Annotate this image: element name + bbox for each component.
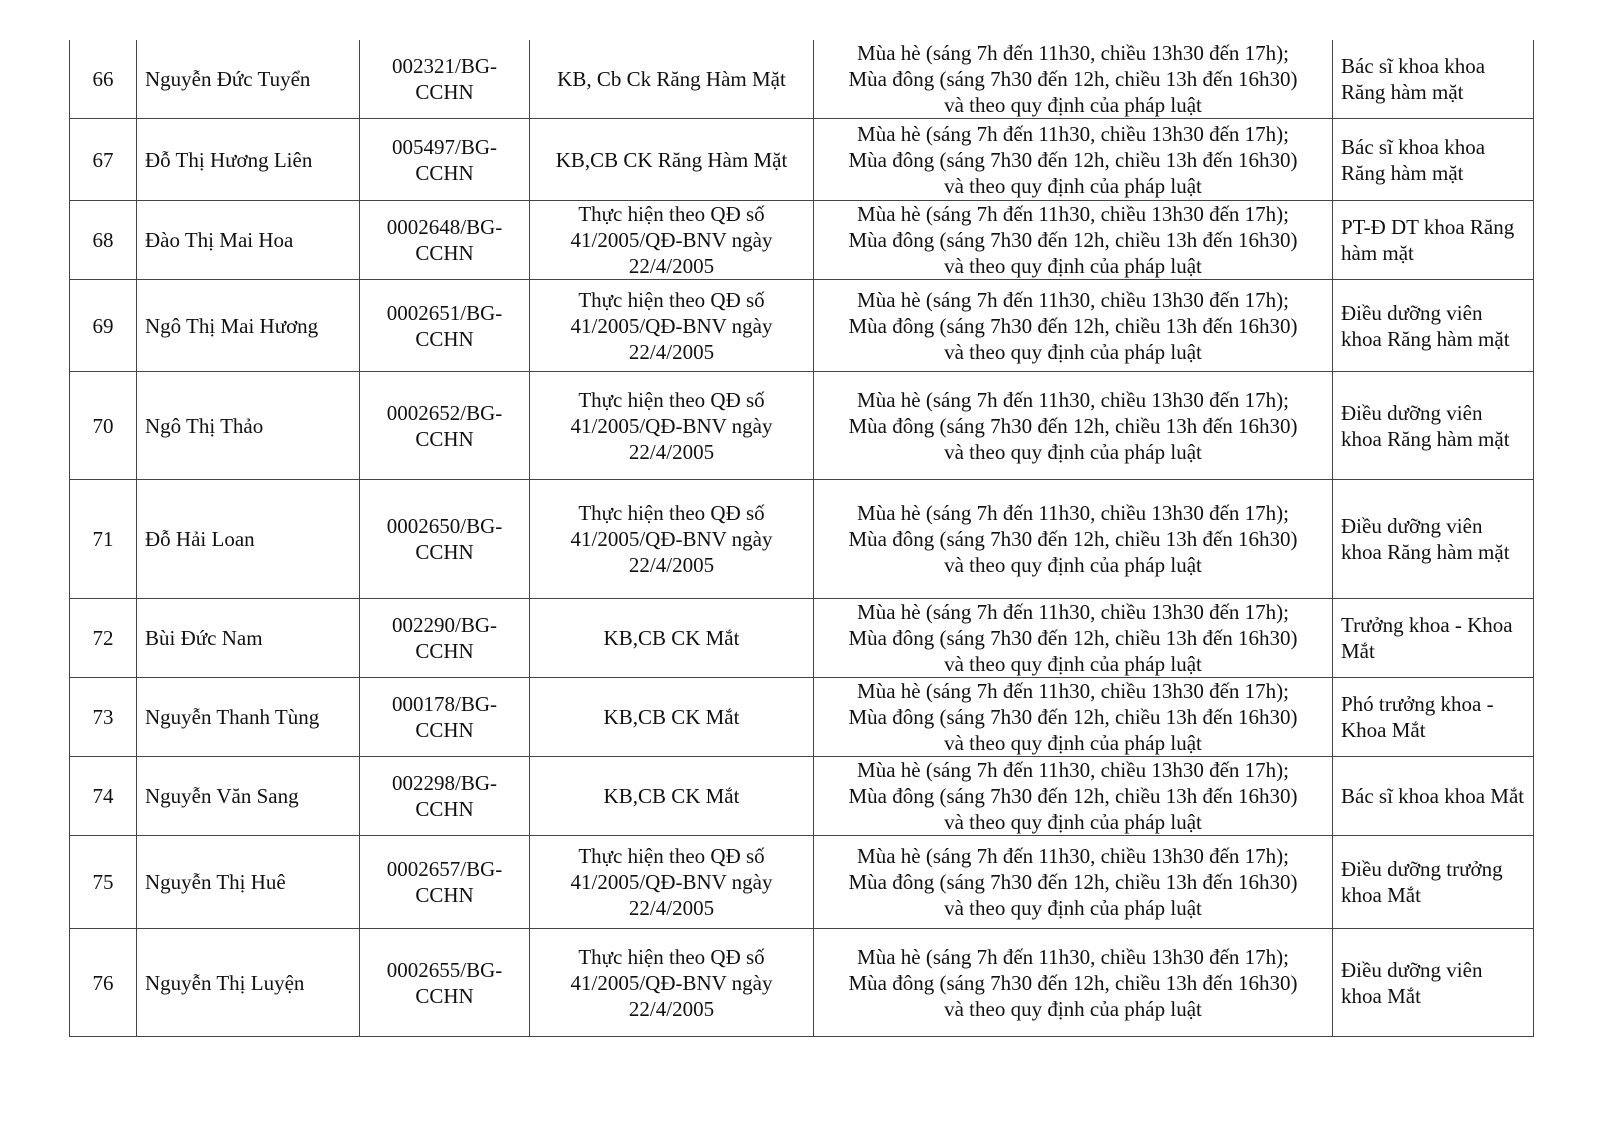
row-number: 76 xyxy=(70,929,137,1037)
practice-scope: Thực hiện theo QĐ số 41/2005/QĐ-BNV ngày 22/4/2005 xyxy=(530,480,814,599)
certificate-number: 002290/BG-CCHN xyxy=(360,599,530,678)
working-hours xyxy=(814,757,1333,836)
hours-summer: Mùa hè (sáng 7h đến 11h30, chiều 13h30 đến 17h); xyxy=(857,944,1289,969)
row-number: 67 xyxy=(70,119,137,201)
position: Điều dưỡng viên khoa Răng hàm mặt xyxy=(1333,372,1534,480)
hours-summer: Mùa hè (sáng 7h đến 11h30, chiều 13h30 đến 17h); xyxy=(857,202,1289,226)
row-number: 66 xyxy=(70,40,137,119)
working-hours xyxy=(814,201,1333,280)
working-hours xyxy=(814,480,1333,599)
certificate-number: 0002652/BG-CCHN xyxy=(360,372,530,480)
hours-winter: Mùa đông (sáng 7h30 đến 12h, chiều 13h đến 16h30) xyxy=(848,228,1298,252)
table-row xyxy=(70,372,1534,480)
table-row xyxy=(70,836,1534,929)
staff-name: Đỗ Hải Loan xyxy=(137,480,360,599)
hours-summer: Mùa hè (sáng 7h đến 11h30, chiều 13h30 đến 17h); xyxy=(857,41,1289,65)
certificate-number: 0002651/BG-CCHN xyxy=(360,280,530,372)
practice-scope: Thực hiện theo QĐ số 41/2005/QĐ-BNV ngày 22/4/2005 xyxy=(530,929,814,1037)
staff-name: Bùi Đức Nam xyxy=(137,599,360,678)
practice-scope: KB,CB CK Mắt xyxy=(530,599,814,678)
staff-name: Đỗ Thị Hương Liên xyxy=(137,119,360,201)
table-row xyxy=(70,119,1534,201)
hours-summer: Mùa hè (sáng 7h đến 11h30, chiều 13h30 đến 17h); xyxy=(857,387,1289,412)
working-hours xyxy=(814,372,1333,480)
hours-winter: Mùa đông (sáng 7h30 đến 12h, chiều 13h đến 16h30) xyxy=(848,313,1298,338)
staff-name: Ngô Thị Thảo xyxy=(137,372,360,480)
hours-winter: Mùa đông (sáng 7h30 đến 12h, chiều 13h đến 16h30) xyxy=(848,67,1298,91)
table-row xyxy=(70,929,1534,1037)
hours-summer: Mùa hè (sáng 7h đến 11h30, chiều 13h30 đến 17h); xyxy=(857,758,1289,782)
row-number: 72 xyxy=(70,599,137,678)
staff-table-body xyxy=(70,40,1534,1037)
table-row xyxy=(70,757,1534,836)
position: Điều dưỡng trưởng khoa Mắt xyxy=(1333,836,1534,929)
hours-law: và theo quy định của pháp luật xyxy=(944,439,1202,464)
position: Phó trưởng khoa - Khoa Mắt xyxy=(1333,678,1534,757)
position: Trưởng khoa - Khoa Mắt xyxy=(1333,599,1534,678)
staff-name: Nguyễn Thanh Tùng xyxy=(137,678,360,757)
hours-winter: Mùa đông (sáng 7h30 đến 12h, chiều 13h đến 16h30) xyxy=(848,870,1298,894)
hours-law: và theo quy định của pháp luật xyxy=(944,896,1202,920)
row-number: 71 xyxy=(70,480,137,599)
practice-scope: KB,CB CK Răng Hàm Mặt xyxy=(530,119,814,201)
hours-summer: Mùa hè (sáng 7h đến 11h30, chiều 13h30 đến 17h); xyxy=(857,287,1289,312)
practice-scope: KB,CB CK Mắt xyxy=(530,678,814,757)
staff-name: Nguyễn Đức Tuyển xyxy=(137,40,360,119)
practice-scope: KB, Cb Ck Răng Hàm Mặt xyxy=(530,40,814,119)
certificate-number: 000178/BG-CCHN xyxy=(360,678,530,757)
row-number: 69 xyxy=(70,280,137,372)
hours-summer: Mùa hè (sáng 7h đến 11h30, chiều 13h30 đến 17h); xyxy=(857,600,1289,624)
working-hours xyxy=(814,836,1333,929)
certificate-number: 0002650/BG-CCHN xyxy=(360,480,530,599)
hours-law: và theo quy định của pháp luật xyxy=(944,339,1202,364)
hours-winter: Mùa đông (sáng 7h30 đến 12h, chiều 13h đến 16h30) xyxy=(848,413,1298,438)
position: Bác sĩ khoa khoa Mắt xyxy=(1333,757,1534,836)
hours-law: và theo quy định của pháp luật xyxy=(944,173,1202,198)
row-number: 70 xyxy=(70,372,137,480)
table-row xyxy=(70,280,1534,372)
certificate-number: 0002657/BG-CCHN xyxy=(360,836,530,929)
practice-scope: Thực hiện theo QĐ số 41/2005/QĐ-BNV ngày 22/4/2005 xyxy=(530,280,814,372)
practice-scope: Thực hiện theo QĐ số 41/2005/QĐ-BNV ngày 22/4/2005 xyxy=(530,201,814,280)
table-row xyxy=(70,40,1534,119)
position: Bác sĩ khoa khoa Răng hàm mặt xyxy=(1333,40,1534,119)
hours-law: và theo quy định của pháp luật xyxy=(944,810,1202,834)
row-number: 68 xyxy=(70,201,137,280)
hours-winter: Mùa đông (sáng 7h30 đến 12h, chiều 13h đến 16h30) xyxy=(848,705,1298,729)
certificate-number: 0002655/BG-CCHN xyxy=(360,929,530,1037)
hours-law: và theo quy định của pháp luật xyxy=(944,254,1202,278)
certificate-number: 005497/BG-CCHN xyxy=(360,119,530,201)
working-hours xyxy=(814,40,1333,119)
hours-winter: Mùa đông (sáng 7h30 đến 12h, chiều 13h đến 16h30) xyxy=(848,784,1298,808)
hours-law: và theo quy định của pháp luật xyxy=(944,996,1202,1021)
working-hours xyxy=(814,599,1333,678)
certificate-number: 002321/BG-CCHN xyxy=(360,40,530,119)
working-hours xyxy=(814,678,1333,757)
hours-law: và theo quy định của pháp luật xyxy=(944,652,1202,676)
position: Điều dưỡng viên khoa Răng hàm mặt xyxy=(1333,280,1534,372)
table-row xyxy=(70,480,1534,599)
position: Bác sĩ khoa khoa Răng hàm mặt xyxy=(1333,119,1534,201)
practice-scope: Thực hiện theo QĐ số 41/2005/QĐ-BNV ngày 22/4/2005 xyxy=(530,372,814,480)
hours-winter: Mùa đông (sáng 7h30 đến 12h, chiều 13h đến 16h30) xyxy=(848,626,1298,650)
hours-summer: Mùa hè (sáng 7h đến 11h30, chiều 13h30 đến 17h); xyxy=(857,121,1289,146)
table-row xyxy=(70,201,1534,280)
working-hours xyxy=(814,280,1333,372)
table-row xyxy=(70,599,1534,678)
practice-scope: KB,CB CK Mắt xyxy=(530,757,814,836)
staff-name: Nguyễn Thị Luyện xyxy=(137,929,360,1037)
practice-scope: Thực hiện theo QĐ số 41/2005/QĐ-BNV ngày 22/4/2005 xyxy=(530,836,814,929)
hours-summer: Mùa hè (sáng 7h đến 11h30, chiều 13h30 đến 17h); xyxy=(857,679,1289,703)
staff-name: Nguyễn Văn Sang xyxy=(137,757,360,836)
position: PT-Đ DT khoa Răng hàm mặt xyxy=(1333,201,1534,280)
staff-name: Đào Thị Mai Hoa xyxy=(137,201,360,280)
hours-summer: Mùa hè (sáng 7h đến 11h30, chiều 13h30 đến 17h); xyxy=(857,501,1289,525)
hours-law: và theo quy định của pháp luật xyxy=(944,93,1202,117)
position: Điều dưỡng viên khoa Răng hàm mặt xyxy=(1333,480,1534,599)
row-number: 74 xyxy=(70,757,137,836)
hours-winter: Mùa đông (sáng 7h30 đến 12h, chiều 13h đến 16h30) xyxy=(848,970,1298,995)
staff-table xyxy=(69,40,1534,1037)
hours-law: và theo quy định của pháp luật xyxy=(944,553,1202,577)
hours-winter: Mùa đông (sáng 7h30 đến 12h, chiều 13h đến 16h30) xyxy=(848,527,1298,551)
staff-name: Ngô Thị Mai Hương xyxy=(137,280,360,372)
working-hours xyxy=(814,929,1333,1037)
working-hours xyxy=(814,119,1333,201)
staff-name: Nguyễn Thị Huê xyxy=(137,836,360,929)
certificate-number: 0002648/BG-CCHN xyxy=(360,201,530,280)
hours-winter: Mùa đông (sáng 7h30 đến 12h, chiều 13h đến 16h30) xyxy=(848,147,1298,172)
hours-law: và theo quy định của pháp luật xyxy=(944,731,1202,755)
certificate-number: 002298/BG-CCHN xyxy=(360,757,530,836)
position: Điều dưỡng viên khoa Mắt xyxy=(1333,929,1534,1037)
table-row xyxy=(70,678,1534,757)
row-number: 75 xyxy=(70,836,137,929)
hours-summer: Mùa hè (sáng 7h đến 11h30, chiều 13h30 đến 17h); xyxy=(857,844,1289,868)
row-number: 73 xyxy=(70,678,137,757)
